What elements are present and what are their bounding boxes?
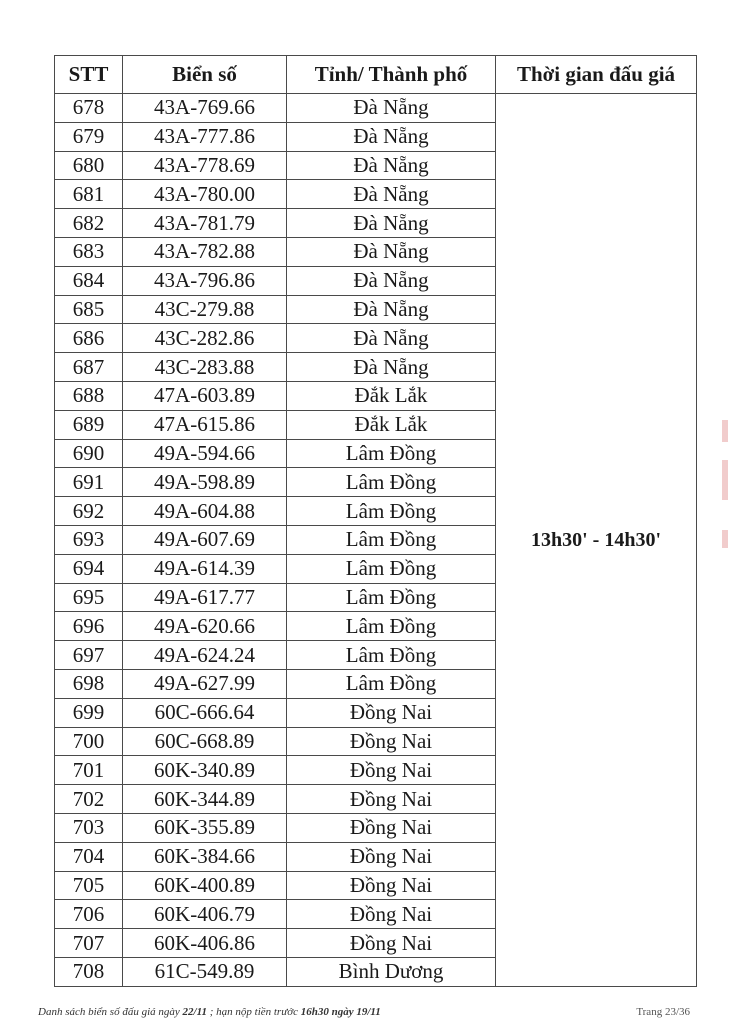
- cell-province: Đồng Nai: [287, 900, 496, 929]
- cell-stt: 692: [55, 497, 123, 526]
- cell-stt: 700: [55, 727, 123, 756]
- cell-plate: 43A-781.79: [123, 209, 287, 238]
- cell-plate: 49A-607.69: [123, 525, 287, 554]
- cell-stt: 694: [55, 554, 123, 583]
- cell-province: Đồng Nai: [287, 785, 496, 814]
- page-footer: [38, 1006, 690, 1024]
- cell-province: Lâm Đồng: [287, 497, 496, 526]
- table-body: [55, 94, 697, 987]
- cell-province: Đà Nẵng: [287, 353, 496, 382]
- cell-stt: 701: [55, 756, 123, 785]
- cell-plate: 49A-617.77: [123, 583, 287, 612]
- cell-stt: 687: [55, 353, 123, 382]
- cell-province: Lâm Đồng: [287, 612, 496, 641]
- cell-plate: 60K-340.89: [123, 756, 287, 785]
- plate-auction-table-container: [54, 55, 697, 987]
- cell-plate: 60K-344.89: [123, 785, 287, 814]
- cell-plate: 61C-549.89: [123, 957, 287, 986]
- cell-plate: 43A-769.66: [123, 94, 287, 123]
- footer-text-middle: ; hạn nộp tiền trước: [206, 1006, 301, 1018]
- cell-plate: 49A-604.88: [123, 497, 287, 526]
- cell-plate: 49A-624.24: [123, 641, 287, 670]
- cell-province: Lâm Đồng: [287, 583, 496, 612]
- cell-stt: 681: [55, 180, 123, 209]
- cell-plate: 47A-603.89: [123, 381, 287, 410]
- cell-stt: 699: [55, 698, 123, 727]
- cell-province: Lâm Đồng: [287, 554, 496, 583]
- cell-stt: 693: [55, 525, 123, 554]
- cell-stt: 706: [55, 900, 123, 929]
- cell-stt: 697: [55, 641, 123, 670]
- cell-province: Đà Nẵng: [287, 295, 496, 324]
- table-header-row: [55, 56, 697, 94]
- table-row: [55, 94, 697, 123]
- cell-stt: 708: [55, 957, 123, 986]
- cell-province: Đồng Nai: [287, 727, 496, 756]
- cell-plate: 60K-355.89: [123, 813, 287, 842]
- cell-stt: 689: [55, 410, 123, 439]
- cell-province: Đồng Nai: [287, 871, 496, 900]
- cell-stt: 690: [55, 439, 123, 468]
- cell-stt: 702: [55, 785, 123, 814]
- cell-stt: 682: [55, 209, 123, 238]
- cell-province: Đà Nẵng: [287, 151, 496, 180]
- cell-stt: 704: [55, 842, 123, 871]
- cell-stt: 705: [55, 871, 123, 900]
- cell-plate: 43C-283.88: [123, 353, 287, 382]
- cell-plate: 60K-406.86: [123, 929, 287, 958]
- cell-stt: 691: [55, 468, 123, 497]
- footer-text-prefix: Danh sách biển số đấu giá ngày: [38, 1006, 183, 1018]
- page-number: Trang 23/36: [636, 1006, 690, 1018]
- cell-stt: 680: [55, 151, 123, 180]
- edge-stamp-fragment: [722, 460, 728, 500]
- cell-plate: 49A-627.99: [123, 669, 287, 698]
- cell-stt: 684: [55, 266, 123, 295]
- cell-plate: 60K-406.79: [123, 900, 287, 929]
- cell-stt: 686: [55, 324, 123, 353]
- header-auction-time: Thời gian đấu giá: [496, 56, 697, 94]
- cell-province: Bình Dương: [287, 957, 496, 986]
- cell-plate: 49A-594.66: [123, 439, 287, 468]
- cell-plate: 60K-384.66: [123, 842, 287, 871]
- header-plate: Biển số: [123, 56, 287, 94]
- cell-stt: 679: [55, 122, 123, 151]
- cell-stt: 707: [55, 929, 123, 958]
- cell-province: Đà Nẵng: [287, 237, 496, 266]
- cell-plate: 60C-668.89: [123, 727, 287, 756]
- cell-stt: 703: [55, 813, 123, 842]
- cell-province: Đà Nẵng: [287, 266, 496, 295]
- cell-plate: 49A-620.66: [123, 612, 287, 641]
- cell-plate: 43A-796.86: [123, 266, 287, 295]
- footer-auction-date: 22/11: [182, 1006, 207, 1018]
- header-province: Tỉnh/ Thành phố: [287, 56, 496, 94]
- cell-plate: 43A-778.69: [123, 151, 287, 180]
- cell-stt: 678: [55, 94, 123, 123]
- footer-deadline: 16h30 ngày 19/11: [300, 1006, 381, 1018]
- footer-note: [38, 1006, 381, 1018]
- cell-auction-time: 13h30' - 14h30': [496, 94, 697, 987]
- cell-plate: 43C-282.86: [123, 324, 287, 353]
- cell-plate: 49A-598.89: [123, 468, 287, 497]
- cell-province: Đà Nẵng: [287, 324, 496, 353]
- cell-province: Đồng Nai: [287, 698, 496, 727]
- edge-stamp-fragment: [722, 420, 728, 442]
- cell-stt: 685: [55, 295, 123, 324]
- cell-province: Đồng Nai: [287, 842, 496, 871]
- cell-province: Đà Nẵng: [287, 209, 496, 238]
- cell-province: Đà Nẵng: [287, 122, 496, 151]
- plate-auction-table: [54, 55, 697, 987]
- cell-province: Lâm Đồng: [287, 525, 496, 554]
- cell-stt: 695: [55, 583, 123, 612]
- cell-province: Lâm Đồng: [287, 439, 496, 468]
- cell-plate: 60K-400.89: [123, 871, 287, 900]
- cell-province: Đồng Nai: [287, 756, 496, 785]
- cell-stt: 683: [55, 237, 123, 266]
- cell-province: Lâm Đồng: [287, 468, 496, 497]
- cell-province: Đồng Nai: [287, 929, 496, 958]
- cell-province: Đà Nẵng: [287, 180, 496, 209]
- cell-stt: 698: [55, 669, 123, 698]
- cell-province: Lâm Đồng: [287, 669, 496, 698]
- cell-plate: 60C-666.64: [123, 698, 287, 727]
- cell-stt: 696: [55, 612, 123, 641]
- cell-province: Đà Nẵng: [287, 94, 496, 123]
- cell-plate: 43C-279.88: [123, 295, 287, 324]
- cell-province: Lâm Đồng: [287, 641, 496, 670]
- cell-province: Đồng Nai: [287, 813, 496, 842]
- header-stt: STT: [55, 56, 123, 94]
- cell-province: Đắk Lắk: [287, 410, 496, 439]
- edge-stamp-fragment: [722, 530, 728, 548]
- cell-plate: 49A-614.39: [123, 554, 287, 583]
- cell-plate: 43A-777.86: [123, 122, 287, 151]
- cell-plate: 47A-615.86: [123, 410, 287, 439]
- cell-province: Đắk Lắk: [287, 381, 496, 410]
- cell-plate: 43A-782.88: [123, 237, 287, 266]
- cell-plate: 43A-780.00: [123, 180, 287, 209]
- cell-stt: 688: [55, 381, 123, 410]
